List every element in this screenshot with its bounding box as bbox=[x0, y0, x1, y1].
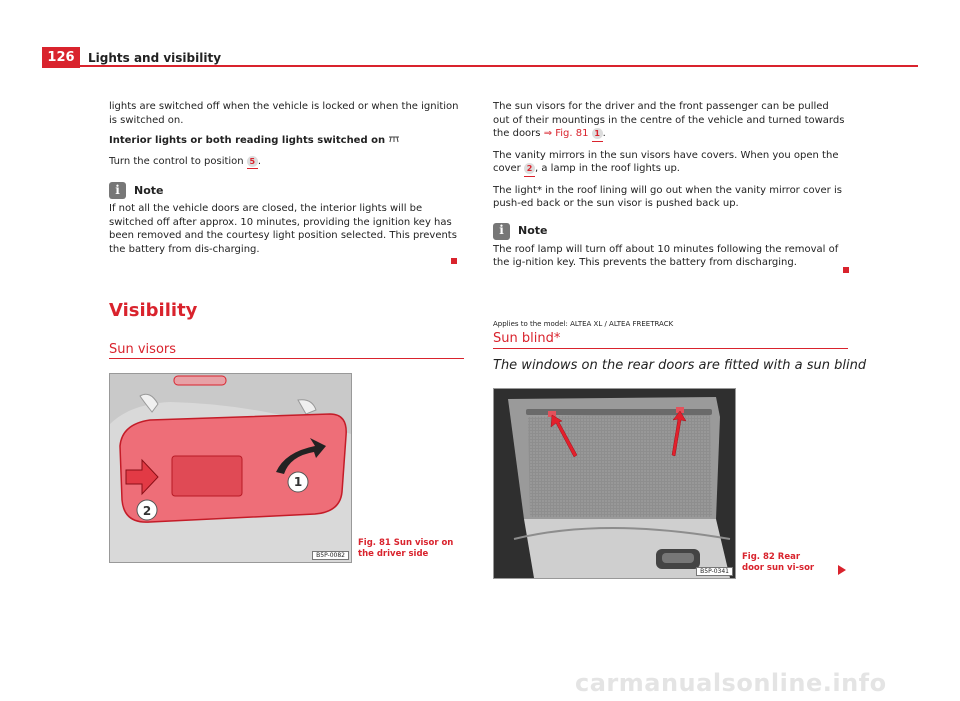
note-header-left bbox=[109, 182, 464, 199]
fig81-label-2: 2 bbox=[142, 504, 152, 518]
right-column bbox=[493, 100, 848, 277]
left-column bbox=[109, 100, 464, 263]
continue-arrow-icon bbox=[838, 565, 846, 575]
header-rule bbox=[80, 65, 918, 67]
figure-code: B5P-0082 bbox=[312, 551, 349, 560]
end-marker bbox=[843, 267, 849, 273]
italic-heading: The windows on the rear doors are fitted with a sun blind bbox=[493, 358, 867, 373]
subsection-title-sun-visors: Sun visors bbox=[109, 342, 177, 357]
note-title: Note bbox=[134, 183, 164, 197]
page-number: 126 bbox=[42, 47, 80, 68]
subsection-rule bbox=[109, 358, 464, 359]
fig81-label-1: 1 bbox=[293, 475, 303, 489]
turn-control: Turn the control to position 5 . bbox=[109, 155, 464, 170]
sun-visor-illustration bbox=[110, 374, 351, 562]
fig-81-link[interactable]: ⇒ Fig. 81 bbox=[543, 128, 589, 139]
interior-heading-text: Interior lights or both reading lights switched on bbox=[109, 135, 386, 146]
right-para-2: The vanity mirrors in the sun visors have covers. When you open the cover 2 , a lamp in the roof lights up. bbox=[493, 149, 848, 177]
figure-82-caption: Fig. 82 Rear door sun vi-sor bbox=[742, 552, 815, 573]
interior-light-icon bbox=[388, 135, 400, 143]
chapter-title: Lights and visibility bbox=[88, 51, 222, 65]
left-para-1: lights are switched off when the vehicle is locked or when the ignition is switched on. bbox=[109, 101, 459, 126]
watermark: carmanualsonline.info bbox=[575, 669, 887, 697]
note-text-right: The roof lamp will turn off about 10 minutes following the removal of the ig-nition key. This prevents the battery from discharging. bbox=[493, 243, 839, 268]
item-2-ref[interactable]: 2 bbox=[524, 162, 535, 177]
note-icon: i bbox=[109, 182, 126, 199]
position-5-ref[interactable]: 5 bbox=[247, 155, 258, 170]
figure-code: B5P-0341 bbox=[696, 567, 733, 576]
note-text-left: If not all the vehicle doors are closed, the interior lights will be switched off after approx. 10 minutes, providing the ignition key has been removed and the courtesy light position selected. This prevents the battery from dis-charging. bbox=[109, 203, 457, 255]
right-para-1: The sun visors for the driver and the front passenger can be pulled out of their mountings in the centre of the vehicle and turned towards the doors ⇒ Fig. 81 1 . bbox=[493, 100, 848, 142]
figure-81-sun-visor bbox=[109, 373, 352, 563]
note-title: Note bbox=[518, 224, 548, 238]
section-title: Visibility bbox=[109, 300, 198, 321]
interior-heading bbox=[109, 134, 464, 148]
item-1-ref[interactable]: 1 bbox=[592, 127, 603, 142]
sun-blind-illustration bbox=[494, 389, 735, 578]
note-icon: i bbox=[493, 223, 510, 240]
end-marker bbox=[451, 258, 457, 264]
right-para-3: The light* in the roof lining will go out when the vanity mirror cover is push-ed back or the sun visor is pushed back up. bbox=[493, 184, 842, 209]
figure-81-caption: Fig. 81 Sun visor on the driver side bbox=[358, 538, 454, 559]
figure-82-sun-blind bbox=[493, 388, 736, 579]
subsection-rule bbox=[493, 348, 848, 349]
note-header-right bbox=[493, 223, 848, 240]
applies-to-model: Applies to the model: ALTEA XL / ALTEA FREETRACK bbox=[493, 320, 674, 328]
subsection-title-sun-blind: Sun blind* bbox=[493, 331, 561, 346]
